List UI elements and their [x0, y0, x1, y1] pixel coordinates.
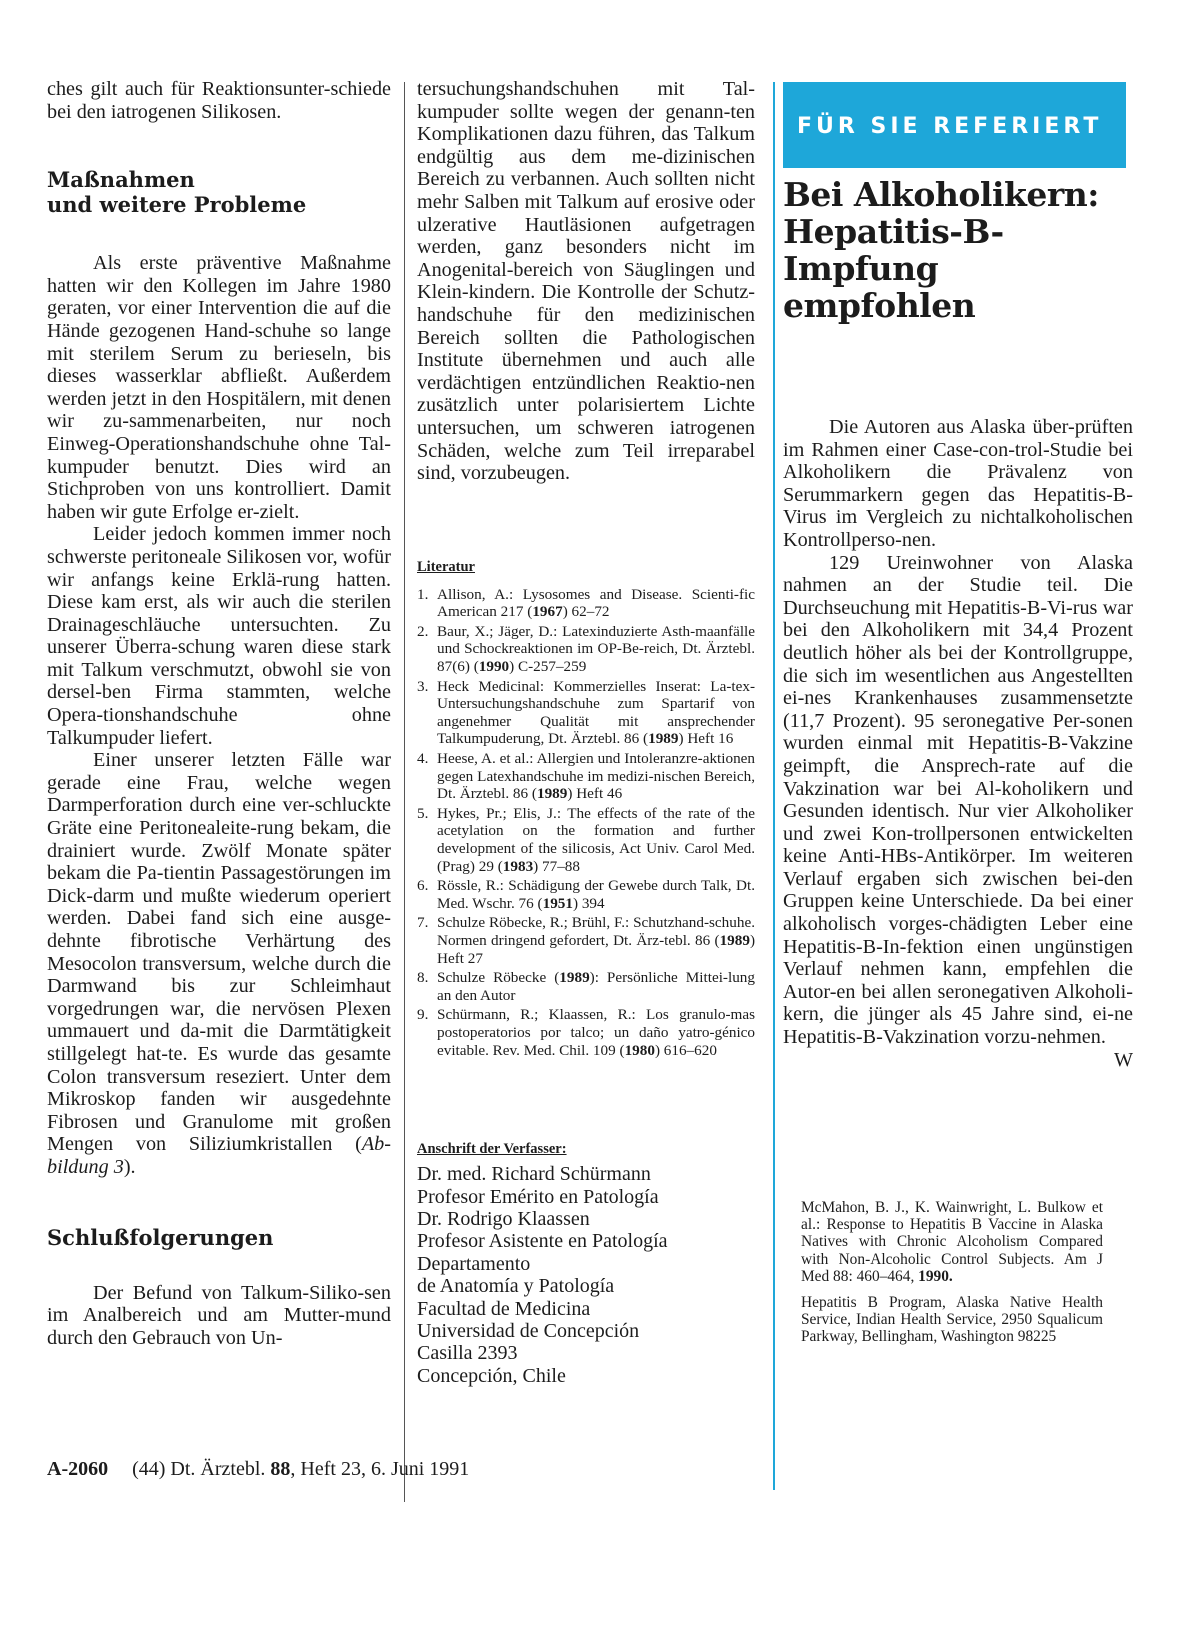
figure-reference: Ab-bildung 3 — [47, 1133, 391, 1178]
article-title — [783, 176, 1133, 324]
address-line: Profesor Asistente en Patología — [417, 1230, 668, 1253]
reference-year: 1989 — [536, 785, 568, 803]
page-footer — [47, 1458, 469, 1481]
reference-text: Baur, X.; Jäger, D.: Latexinduzierte Asth-maanfälle und Schockreaktionen im OP-Be-reich, Dt. Ärztebl. 87(6) ( — [437, 622, 755, 676]
paragraph — [47, 749, 391, 1178]
reference-text-end: ) Heft 46 — [567, 785, 623, 803]
journal-reference: (44) Dt. Ärztebl. — [132, 1458, 271, 1480]
reference-item — [417, 623, 755, 676]
reference-year: 1990 — [478, 658, 510, 676]
section-heading-schlussfolgerungen: Schlußfolgerungen — [47, 1224, 274, 1250]
page-number: A-2060 — [47, 1458, 109, 1480]
address-line: Casilla 2393 — [417, 1342, 518, 1365]
literature-heading: Literatur — [417, 558, 475, 575]
reference-number: 4. — [417, 750, 429, 768]
reference-number: 6. — [417, 877, 429, 895]
paragraph-text: 129 Ureinwohner von Alaska nahmen an der Studie teil. Die Durchseuchung mit Hepatitis-B-Vi-rus war bei den Alkoholikern mit 34,4 Prozent deutlich höher als bei der Kontrollgruppe, die sich im wesentlichen aus Angestellten ei-nes Krankenhauses zusammensetzte (11,7 Prozent). 95 seronegative Per-sonen wurden einmal mit Hepatitis-B-Vakzine geimpft, die Ansprech-rate auf die Vakzination war bei Al-koholikern und Gesunden identisch. Nur vier Alkoholiker und zwei Kon-trollpersonen entwickelten keine Anti-HBs-Antikörper. Im weiteren Verlauf ergaben sich zwischen bei-den Gruppen keine Unterschiede. Da bei einer alkoholisch vorges-chädigten Leber eine Hepatitis-B-In-fektion einen ungünstigen Verlauf nehmen kann, empfehlen die Autor-en bei allen seronegativen Alkoholi-kern, die jünger als 45 Jahre sind, ei-ne Hepatitis-B-Vakzination vorzu-nehmen. — [783, 551, 1133, 1049]
section-heading-line: Maßnahmen — [47, 167, 195, 193]
reference-text-end: ): Persönliche Mittei-lung an den Autor — [437, 969, 755, 1004]
section-banner — [783, 82, 1126, 168]
paragraph-text-end: ). — [123, 1155, 136, 1178]
title-line: Hepatitis-B-Impfung — [783, 212, 1004, 288]
source-contact: Hepatitis B Program, Alaska Native Health Service, Indian Health Service, 2950 Squalicum Parkway, Bellingham, Washington 98225 — [801, 1293, 1103, 1346]
reference-year: 1967 — [532, 603, 563, 621]
reference-text: Schürmann, R.; Klaassen, R.: Los granulo-mas postoperatorios por talco; un daño yatro-génico evitable. Rev. Med. Chil. 109 ( — [437, 1006, 755, 1059]
reference-text: Heese, A. et al.: Allergien und Intoleranzre-aktionen gegen Latexhandschuhe im medizi-nischen Bereich, Dt. Ärztebl. 86 ( — [437, 750, 755, 803]
reference-item — [417, 805, 755, 875]
lead-paragraph: ches gilt auch für Reaktionsunter-schiede bei den iatrogenen Silikosen. — [47, 78, 391, 123]
reference-text: Allison, A.: Lysosomes and Disease. Scienti-fic American 217 ( — [437, 585, 755, 621]
reference-text: Rössle, R.: Schädigung der Gewebe durch Talk, Dt. Med. Wschr. 76 ( — [437, 877, 755, 912]
reference-year: 1951 — [542, 894, 573, 912]
reference-item — [417, 914, 755, 967]
paragraph: tersuchungshandschuhen mit Tal-kumpuder sollte wegen der genann-ten Komplikationen dazu führen, das Talkum endgültig aus dem me-dizinischen Bereich zu verbannen. Auch sollten nicht mehr Salben mit Talkum auf erosive oder ulzerative Hautläsionen aufgetragen werden, ganz besonders nicht im Anogenital-bereich von Säuglingen und Klein-kindern. Die Kontrolle der Schutz-handschuhe für den medizinischen Bereich sollten die Pathologischen Institute übernehmen und auch alle verdächtigen entzündlichen Reaktio-nen zusätzlich unter polarisiertem Lichte untersuchen, um schweren iatrogenen Schäden, welche zum Teil irreparabel sind, vorzubeugen. — [417, 78, 755, 485]
title-line: Bei Alkoholikern: — [783, 175, 1099, 214]
banner-label: FÜR SIE REFERIERT — [797, 114, 1103, 139]
reference-text-end: ) C-257–259 — [509, 658, 587, 676]
reference-text-end: ) 616–620 — [654, 1041, 717, 1059]
sidebar-divider — [773, 82, 775, 1490]
reference-number: 5. — [417, 804, 429, 822]
column-left-text — [47, 78, 391, 123]
paragraph: Der Befund von Talkum-Siliko-sen im Analbereich und am Mutter-mund durch den Gebrauch von Un- — [47, 1281, 391, 1349]
address-line: Dr. med. Richard Schürmann — [417, 1163, 651, 1186]
column-divider — [404, 82, 405, 1502]
reference-text: Heck Medicinal: Kommerzielles Inserat: La-tex-Untersuchungshandschuhe zum Spartarif von angenehmer Qualität mit ansprechender Talkumpuderung, Dt. Ärztebl. 86 ( — [437, 677, 755, 748]
reference-item — [417, 1006, 755, 1059]
reference-text-end: ) 77–88 — [533, 857, 580, 875]
reference-text-end: ) Heft 27 — [437, 931, 755, 967]
address-line: de Anatomía y Patología — [417, 1275, 615, 1298]
reference-list — [417, 586, 755, 1059]
source-citation — [801, 1199, 1103, 1286]
section-body-schlussfolgerungen — [47, 1282, 391, 1350]
reference-number: 8. — [417, 969, 429, 987]
address-line: Profesor Emérito en Patología — [417, 1185, 659, 1208]
address-line: Concepción, Chile — [417, 1364, 566, 1387]
reference-number: 1. — [417, 585, 429, 603]
author-address — [417, 1163, 755, 1387]
reference-item — [417, 877, 755, 912]
source-citation-text: McMahon, B. J., K. Wainwright, L. Bulkow et al.: Response to Hepatitis B Vaccine in Alaska Natives with Chronic Alcoholism Compared with Non-Alcoholic Control Subjects. Am J Med 88: 460–464, — [801, 1198, 1103, 1286]
address-heading: Anschrift der Verfasser: — [417, 1141, 567, 1158]
column-middle-text — [417, 78, 755, 485]
reference-text-end: ) Heft 16 — [678, 730, 734, 748]
paragraph: Leider jedoch kommen immer noch schwerste peritoneale Silikosen vor, wofür wir anfangs keine Erklä-rung hatten. Diese kam erst, als wir auch die sterilen Drainageschläuche untersuchten. Zu unserer Überra-schung waren diese stark mit Talkum verschmutzt, obwohl sie von dersel-ben Firma stammten, welche Opera-tionshandschuhe ohne Talkumpuder liefert. — [47, 523, 391, 749]
reference-item — [417, 678, 755, 748]
paragraph — [783, 551, 1133, 1071]
section-heading-massnahmen — [47, 167, 391, 217]
article-body — [783, 416, 1133, 1071]
section-heading-line: und weitere Probleme — [47, 192, 307, 218]
source-block — [783, 1199, 1133, 1346]
reference-text: Schulze Röbecke ( — [437, 969, 560, 987]
reference-number: 7. — [417, 914, 429, 932]
address-line: Facultad de Medicina — [417, 1297, 591, 1320]
reference-year: 1989 — [559, 969, 590, 987]
reference-text-end: ) 62–72 — [562, 603, 610, 621]
column-middle — [417, 78, 755, 1387]
paragraph: Als erste präventive Maßnahme hatten wir den Kollegen im Jahre 1980 geraten, vor einer Intervention die auf die Hände gezogenen Hand-schuhe so lange mit sterilem Serum zu berieseln, bis dieses wasserklar abfließt. Außerdem werden jetzt in den Hospitälern, mit denen wir zu-sammenarbeiten, nur noch Einweg-Operationshandschuhe ohne Tal-kumpuder benutzt. Dies wird an Stichproben von uns kontrolliert. Damit haben wir gute Erfolge er-zielt. — [47, 252, 391, 523]
paragraph: Die Autoren aus Alaska über-prüften im Rahmen einer Case-con-trol-Studie bei Alkoholikern die Prävalenz von Serummarkern gegen das Hepatitis-B-Virus im Vergleich zu nichtalkoholischen Kontrollperso-nen. — [783, 416, 1133, 551]
reference-text: Hykes, Pr.; Elis, J.: The effects of the rate of the acetylation on the formation and further development of the silicosis, Act Univ. Carol Med. (Prag) 29 ( — [437, 804, 755, 875]
reference-text-end: ) 394 — [572, 894, 605, 912]
column-right — [783, 82, 1133, 1346]
reference-number: 2. — [417, 622, 429, 640]
column-left — [47, 78, 391, 1349]
reference-year: 1983 — [502, 857, 534, 875]
reference-year: 1980 — [624, 1041, 655, 1059]
reference-item — [417, 969, 755, 1004]
address-line: Departamento — [417, 1252, 531, 1275]
title-line: empfohlen — [783, 286, 976, 325]
reference-year: 1989 — [719, 931, 750, 949]
source-citation-year: 1990. — [918, 1268, 953, 1286]
journal-issue: , Heft 23, 6. Juni 1991 — [290, 1458, 470, 1480]
reference-number: 3. — [417, 677, 429, 695]
reference-text: Schulze Röbecke, R.; Brühl, F.: Schutzhand-schuhe. Normen dringend gefordert, Dt. Ärz-tebl. 86 ( — [437, 914, 755, 949]
reference-number: 9. — [417, 1006, 429, 1024]
address-line: Dr. Rodrigo Klaassen — [417, 1207, 590, 1230]
reference-item — [417, 750, 755, 803]
journal-volume: 88 — [270, 1458, 291, 1480]
author-signature: W — [1113, 1048, 1133, 1071]
reference-year: 1989 — [648, 730, 679, 748]
address-line: Universidad de Concepción — [417, 1319, 640, 1342]
paragraph-text: Einer unserer letzten Fälle war gerade eine Frau, welche wegen Darmperforation durch eine ver-schluckte Gräte eine Peritonealeite-rung bekam, die drainiert wurde. Zwölf Monate später bekam die Pa-tientin Passagestörungen im Dick-darm und mußte wiederum operiert werden. Dabei fand sich eine ausge-dehnte fibrotische Verhärtung des Mesocolon transversum, welche durch die Darmwand bis zur Schleimhaut vorgedrungen war, die nervösen Plexen ummauert und da-mit die Darmtätigkeit stillgelegt hat-te. Es wurde das gesamte Colon transversum reseziert. Unter dem Mikroskop fanden wir ausgedehnte Fibrosen und Granulome mit großen Mengen von Siliziumkristallen ( — [47, 749, 391, 1156]
reference-item — [417, 586, 755, 621]
section-body-massnahmen — [47, 252, 391, 1178]
